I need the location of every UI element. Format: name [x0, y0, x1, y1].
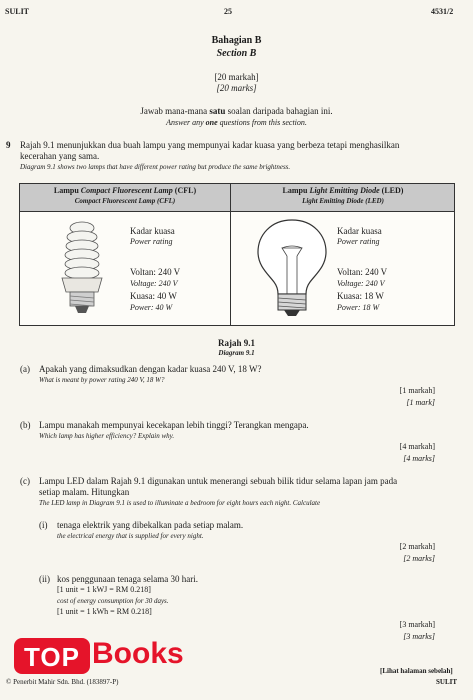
led-voltage: Voltan: 240 V	[337, 267, 388, 277]
cfl-voltage-en: Voltage: 240 V	[130, 279, 178, 288]
led-rating-label-en: Power rating	[337, 237, 380, 246]
part-cii-mark-ms: [3 markah]	[399, 620, 435, 629]
next-page-note: [Lihat halaman sebelah]	[380, 667, 453, 675]
section-title-en: Section B	[216, 48, 257, 59]
question-intro-ms-2: kecerahan yang sama.	[20, 151, 100, 161]
part-cii-unit-ms: [1 unit = 1 kWJ = RM 0.218]	[57, 585, 151, 594]
part-cii-label: (ii)	[39, 574, 50, 584]
part-ci-question-en: the electrical energy that is supplied for every night.	[57, 532, 204, 540]
part-b-label: (b)	[20, 420, 31, 430]
cfl-lamp-image	[48, 218, 118, 318]
section-marks-ms: [20 markah]	[214, 72, 259, 82]
part-ci-question-ms: tenaga elektrik yang dibekalkan pada setiap malam.	[57, 520, 244, 530]
part-a-question-en: What is meant by power rating 240 V, 18 W?	[39, 376, 165, 384]
part-cii-question-en: cost of energy consumption for 30 days.	[57, 597, 169, 605]
part-a-label: (a)	[20, 364, 30, 374]
part-c-question-ms-1: Lampu LED dalam Rajah 9.1 digunakan untuk menerangi sebuah bilik tidur selama lapan jam pada	[39, 476, 398, 486]
part-cii-question-ms: kos penggunaan tenaga selama 30 hari.	[57, 574, 198, 584]
question-intro-ms-1: Rajah 9.1 menunjukkan dua buah lampu yang mempunyai kadar kuasa yang berbeza tetapi menghasilkan	[20, 140, 400, 150]
part-cii-unit-en: [1 unit = 1 kWh = RM 0.218]	[57, 607, 152, 616]
part-b-mark-en: [4 marks]	[403, 454, 435, 463]
cfl-power-en: Power: 40 W	[130, 303, 173, 312]
paper-code: 4531/2	[431, 7, 454, 16]
question-intro-en: Diagram 9.1 shows two lamps that have different power rating but produce the same brightness.	[20, 163, 291, 171]
part-c-question-ms-2: setiap malam. Hitungkan	[39, 487, 130, 497]
cfl-column-heading: Lampu Compact Fluorescent Lamp (CFL) Compact Fluorescent Lamp (CFL)	[53, 186, 197, 205]
part-b-question-en: Which lamp has higher efficiency? Explain why.	[39, 432, 175, 440]
cfl-rating-label: Kadar kuasa	[130, 226, 175, 236]
diagram-caption-ms: Rajah 9.1	[217, 338, 255, 348]
topbooks-logo-text: Books	[92, 637, 184, 670]
diagram-caption-en: Diagram 9.1	[218, 349, 255, 357]
publisher-credit: © Penerbit Mahir Sdn. Bhd. (183897-P)	[6, 678, 119, 686]
page-number: 25	[224, 7, 232, 16]
led-lamp-image	[252, 216, 332, 320]
section-marks-en: [20 marks]	[216, 83, 257, 93]
footer-sulit: SULIT	[436, 678, 458, 686]
question-number: 9	[6, 140, 11, 150]
cfl-power: Kuasa: 40 W	[130, 291, 177, 301]
led-rating-label: Kadar kuasa	[337, 226, 382, 236]
part-ci-label: (i)	[39, 520, 48, 530]
instruction-ms: Jawab mana-mana satu soalan daripada bahagian ini.	[140, 106, 333, 116]
topbooks-logo-badge: TOP	[14, 638, 90, 674]
cfl-rating-label-en: Power rating	[130, 237, 173, 246]
header-sulit: SULIT	[5, 7, 30, 16]
led-voltage-en: Voltage: 240 V	[337, 279, 385, 288]
cfl-voltage: Voltan: 240 V	[130, 267, 181, 277]
part-c-label: (c)	[20, 476, 30, 486]
led-column-heading: Lampu Light Emitting Diode (LED) Light Emitting Diode (LED)	[282, 186, 404, 205]
part-b-question-ms: Lampu manakah mempunyai kecekapan lebih tinggi? Terangkan mengapa.	[39, 420, 309, 430]
instruction-en: Answer any one questions from this section.	[166, 118, 307, 127]
part-a-mark-en: [1 mark]	[406, 398, 435, 407]
part-ci-mark-en: [2 marks]	[403, 554, 435, 563]
part-ci-mark-ms: [2 markah]	[399, 542, 435, 551]
part-b-mark-ms: [4 markah]	[399, 442, 435, 451]
part-cii-mark-en: [3 marks]	[403, 632, 435, 641]
part-c-question-en: The LED lamp in Diagram 9.1 is used to illuminate a bedroom for eight hours each night. Calculate	[39, 499, 321, 507]
lamp-table	[19, 183, 455, 326]
part-a-question-ms: Apakah yang dimaksudkan dengan kadar kuasa 240 V, 18 W?	[39, 364, 262, 374]
led-power-en: Power: 18 W	[337, 303, 380, 312]
part-a-mark-ms: [1 markah]	[399, 386, 435, 395]
section-title-ms: Bahagian B	[211, 35, 262, 46]
led-power: Kuasa: 18 W	[337, 291, 384, 301]
